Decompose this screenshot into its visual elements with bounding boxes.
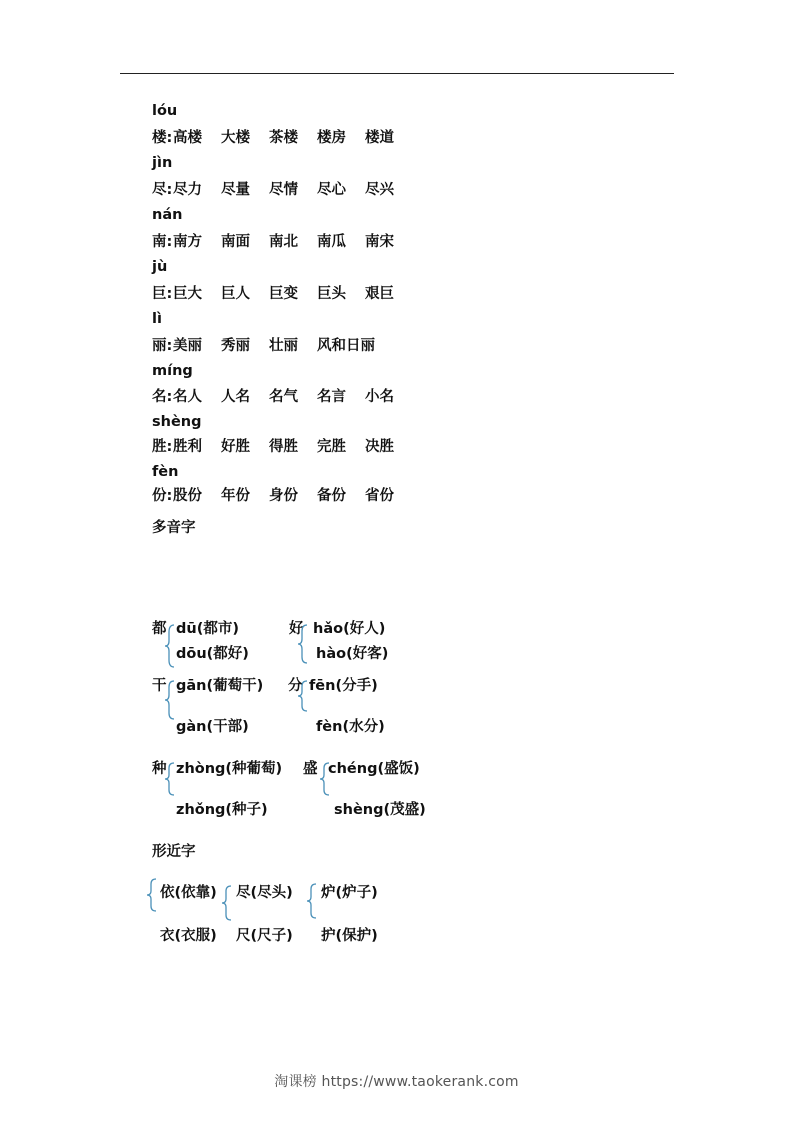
- brace-icon: [163, 680, 177, 720]
- vocab-word: 南面: [221, 234, 250, 250]
- vocab-word: 小名: [365, 389, 394, 405]
- vocab-word: 股份: [173, 488, 202, 504]
- vocab-word: 尽量: [221, 182, 250, 198]
- vocab-word: 南方: [173, 234, 202, 250]
- vocab-word: 秀丽: [221, 338, 250, 354]
- vocab-word: 好胜: [221, 439, 250, 455]
- vocab-word: 完胜: [317, 439, 346, 455]
- vocab-head: 巨:: [152, 286, 173, 302]
- polyphone-reading: shèng(茂盛): [334, 802, 426, 818]
- vocab-head: 胜:: [152, 439, 173, 455]
- polyphone-reading: fèn(水分): [316, 719, 385, 735]
- similar-char: 尺(尺子): [236, 928, 293, 944]
- vocab-head: 楼:: [152, 130, 173, 146]
- vocab-word: 尽力: [173, 182, 202, 198]
- polyphone-reading: gān(葡萄干): [176, 678, 264, 694]
- polyphone-reading: hào(好客): [316, 646, 389, 662]
- vocab-word: 高楼: [173, 130, 202, 146]
- polyphone-reading: gàn(干部): [176, 719, 249, 735]
- vocab-word: 名言: [317, 389, 346, 405]
- polyphone-char: 干: [152, 678, 167, 694]
- vocab-word: 壮丽: [269, 338, 298, 354]
- brace-icon: [305, 883, 319, 919]
- vocab-word: 尽情: [269, 182, 298, 198]
- pinyin: fèn: [152, 464, 179, 480]
- vocab-word: 名人: [173, 389, 202, 405]
- similar-char: 炉(炉子): [321, 885, 378, 901]
- pinyin: lóu: [152, 103, 178, 119]
- vocab-word: 楼房: [317, 130, 346, 146]
- polyphone-char: 分: [288, 678, 303, 694]
- header-rule: [120, 73, 674, 74]
- brace-icon: [296, 624, 310, 664]
- pinyin: míng: [152, 363, 193, 379]
- polyphone-reading: zhǒng(种子): [176, 802, 268, 818]
- pinyin: jù: [152, 259, 168, 275]
- polyphone-reading: fēn(分手): [309, 678, 378, 694]
- similar-char: 依(依靠): [160, 885, 217, 901]
- brace-icon: [163, 624, 177, 668]
- section-title-similar: 形近字: [152, 844, 196, 860]
- footer-watermark: 淘课榜 https://www.taokerank.com: [274, 1074, 519, 1090]
- polyphone-reading: chéng(盛饭): [328, 761, 420, 777]
- pinyin: shèng: [152, 414, 202, 430]
- brace-icon: [296, 680, 310, 712]
- vocab-word: 巨变: [269, 286, 298, 302]
- vocab-head: 南:: [152, 234, 173, 250]
- pinyin: lì: [152, 311, 162, 327]
- vocab-word: 年份: [221, 488, 250, 504]
- polyphone-reading: dū(都市): [176, 621, 239, 637]
- vocab-word: 身份: [269, 488, 298, 504]
- brace-icon: [220, 885, 234, 921]
- similar-char: 护(保护): [321, 928, 378, 944]
- vocab-word: 大楼: [221, 130, 250, 146]
- vocab-word: 尽兴: [365, 182, 394, 198]
- vocab-word: 备份: [317, 488, 346, 504]
- vocab-word: 南北: [269, 234, 298, 250]
- vocab-word: 名气: [269, 389, 298, 405]
- vocab-word: 茶楼: [269, 130, 298, 146]
- vocab-head: 份:: [152, 488, 173, 504]
- brace-icon: [145, 878, 159, 912]
- vocab-word: 艰巨: [365, 286, 394, 302]
- vocab-word: 胜利: [173, 439, 202, 455]
- vocab-word: 南宋: [365, 234, 394, 250]
- polyphone-reading: zhòng(种葡萄): [176, 761, 283, 777]
- section-title-polyphone: 多音字: [152, 520, 196, 536]
- polyphone-char: 好: [289, 621, 304, 637]
- similar-char: 衣(衣服): [160, 928, 217, 944]
- vocab-word: 楼道: [365, 130, 394, 146]
- vocab-word: 美丽: [173, 338, 202, 354]
- vocab-word: 巨人: [221, 286, 250, 302]
- vocab-word: 巨大: [173, 286, 202, 302]
- polyphone-char: 都: [152, 621, 167, 637]
- similar-char: 尽(尽头): [236, 885, 293, 901]
- vocab-word: 风和日丽: [317, 338, 375, 354]
- vocab-word: 南瓜: [317, 234, 346, 250]
- vocab-word: 人名: [221, 389, 250, 405]
- polyphone-reading: dōu(都好): [176, 646, 249, 662]
- vocab-word: 巨头: [317, 286, 346, 302]
- vocab-word: 省份: [365, 488, 394, 504]
- vocab-word: 得胜: [269, 439, 298, 455]
- vocab-word: 决胜: [365, 439, 394, 455]
- pinyin: nán: [152, 207, 183, 223]
- polyphone-char: 盛: [303, 761, 318, 777]
- pinyin: jìn: [152, 155, 173, 171]
- vocab-head: 丽:: [152, 338, 173, 354]
- vocab-head: 名:: [152, 389, 173, 405]
- brace-icon: [163, 762, 177, 796]
- polyphone-reading: hǎo(好人): [313, 621, 386, 637]
- vocab-head: 尽:: [152, 182, 173, 198]
- polyphone-char: 种: [152, 761, 167, 777]
- vocab-word: 尽心: [317, 182, 346, 198]
